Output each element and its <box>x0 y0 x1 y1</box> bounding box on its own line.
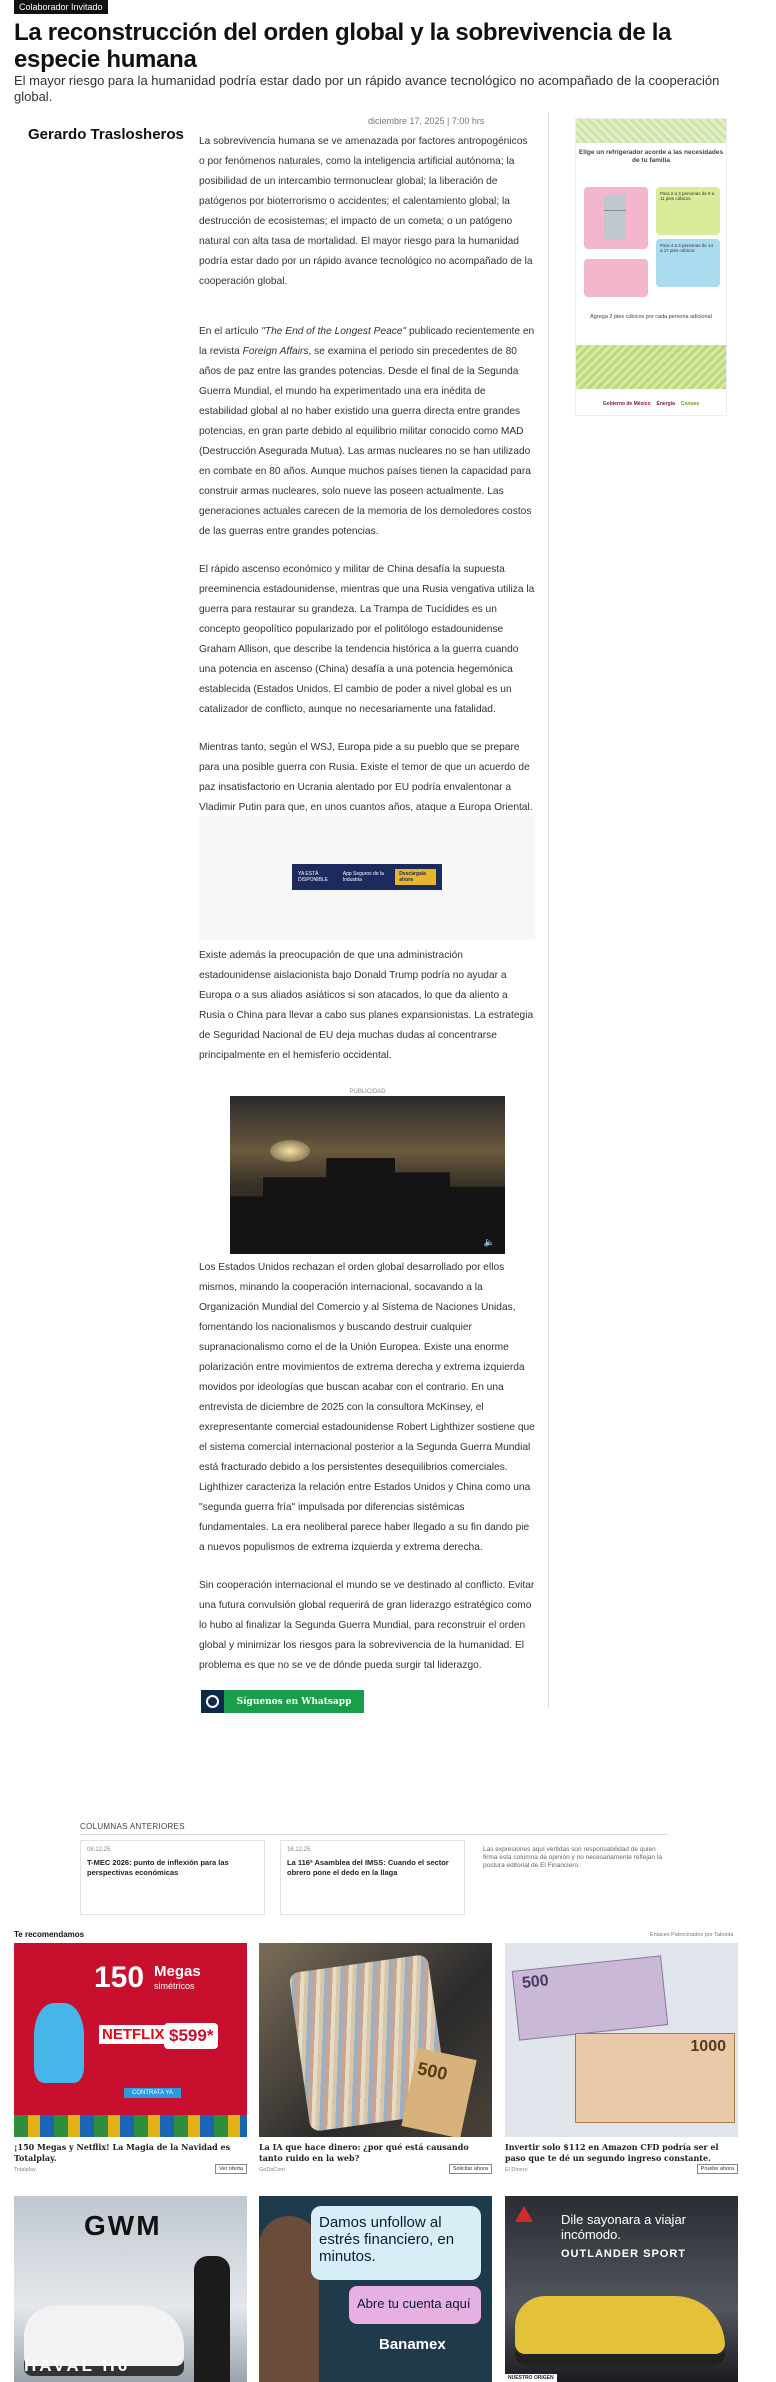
ad-pattern-top <box>576 119 726 143</box>
speaker-icon[interactable]: 🔈 <box>483 1237 495 1247</box>
card-button[interactable]: Solicitar ahora <box>449 2164 492 2174</box>
promo-cta: CONTRATA YA <box>124 2088 181 2098</box>
card-image[interactable] <box>259 1943 492 2137</box>
card-button[interactable]: Pruebe ahora <box>697 2164 738 2174</box>
video-ad-label: PUBLICIDAD <box>230 1088 505 1096</box>
page-title: La reconstrucción del orden global y la sobrevivencia de la especie humana <box>14 19 672 73</box>
person-image <box>259 2216 319 2382</box>
mascot-image <box>34 2003 84 2083</box>
video-sun <box>270 1140 310 1162</box>
card-title[interactable]: La IA que hace dinero: ¿por qué está causando tanto ruido en la web? <box>259 2142 469 2163</box>
recommended-card[interactable] <box>14 1943 247 2173</box>
card-image[interactable] <box>505 2196 738 2382</box>
card-button[interactable]: Ver oferta <box>215 2164 247 2174</box>
promo-price: $599* <box>164 2023 218 2049</box>
fridge-icon <box>604 195 626 239</box>
car-model: HAVAL H6 <box>24 2356 131 2375</box>
recommended-heading: Te recomendamos <box>14 1930 85 1939</box>
banknote-500: 500 <box>401 2048 476 2137</box>
inline-ad[interactable] <box>199 816 535 940</box>
paragraph-3: El rápido ascenso económico y militar de China desafía la supuesta preeminencia estadounidense, mientras que una Rusia vengativa utiliza la guerra para restaurar su grandeza. La Trampa de Tucídides es un concepto geopolítico popularizado por el politólogo estadounidense Graham Allison, que describe la tendencia histórica a la guerra cuando una potencia en ascenso (China) desafía a una potencia hegemónica establecida (Estados Unidos. El cambio de poder a nivel global es un catalizador de conflicto, aunque no necesariamente una fatalidad. <box>199 564 535 715</box>
card-title[interactable]: Invertir solo $112 en Amazon CFD podría ser el paso que te dé un segundo ingreso constante. <box>505 2142 719 2163</box>
paragraph-1: La sobrevivencia humana se ve amenazada por factores antropogénicos o por fenómenos naturales, como la inteligencia artificial autónoma; la posibilidad de un intercambio termonuclear global; la liberación de patógenos por bioterrorismo o accidentes; el calentamiento global; la destrucción de ecosistemas; el impacto de un cometa; o un patógeno natural con alta tasa de mortalidad. El mayor riesgo para la humanidad podría estar dado por un rápido avance tecnológico no acompañado de la cooperación global. <box>199 136 533 287</box>
banknote: 1000 <box>575 2033 735 2123</box>
promo-megas: Megas <box>154 1963 201 1980</box>
banknote: 500 <box>512 1955 668 2040</box>
netflix-logo: NETFLIX <box>99 2025 168 2044</box>
ad-headline: Dile sayonara a viajar incómodo. <box>561 2212 687 2242</box>
whatsapp-label: Síguenos en Whatsapp <box>236 1696 352 1707</box>
paragraph-4: Mientras tanto, según el WSJ, Europa pide a su pueblo que se prepare para una posible guerra con Rusia. Existe el temor de que un acuerdo de paz insatisfactorio en Ucrania alentado por EU podría envalentonar a Vladimir Putin para que, en unos cuantos años, ataque a Europa Oriental. <box>199 742 533 813</box>
video-player[interactable] <box>230 1088 505 1254</box>
ad-tag: NUESTRO ORIGEN <box>505 2374 557 2382</box>
previous-column-title[interactable]: T-MEC 2026: punto de inflexión para las perspectivas económicas <box>87 1858 229 1877</box>
paragraph-5: Existe además la preocupación de que una administración estadounidense aislacionista bajo Donald Trump podría no ayudar a Europa o a sus aliados asiáticos si son atacados, lo que da aliento a Rusia o China para llevar a cabo sus planes expansionistas. La estrategia de Seguridad Nacional de EU deja muchas dudas al concentrarse principalmente en el hemisferio occidental. <box>199 950 534 1061</box>
previous-column-title[interactable]: La 116ª Asamblea del IMSS: Cuando el sector obrero pone el dedo en la llaga <box>287 1858 449 1877</box>
article-body <box>199 132 535 836</box>
family-icon <box>584 259 648 297</box>
gifts-image <box>14 2115 247 2137</box>
publish-date: diciembre 17, 2025 | 7:00 hrs <box>368 116 485 126</box>
banamex-logo: Banamex <box>379 2336 446 2353</box>
recommended-card[interactable] <box>505 1943 738 2173</box>
card-source: Totalplay <box>14 2167 36 2173</box>
page-subtitle: El mayor riesgo para la humanidad podría estar dado por un rápido avance tecnológico no acompañado de la cooperación global. <box>14 73 720 104</box>
promo-sim: simétricos <box>154 1981 195 1991</box>
previous-columns-divider <box>80 1834 668 1835</box>
promo-number: 150 <box>94 1961 145 1994</box>
ad-bubble: Damos unfollow al estrés financiero, en minutos. <box>311 2206 481 2280</box>
ad-pattern-bottom <box>576 345 726 389</box>
ad-tile-small: Para 2 a 3 personas de 9 a 11 pies cúbicos <box>656 187 720 235</box>
author-name[interactable]: Gerardo Traslosheros <box>28 126 184 143</box>
card-image[interactable] <box>14 1943 247 2137</box>
card-image[interactable] <box>14 2196 247 2382</box>
car-image <box>515 2296 725 2366</box>
paragraph-2: En el artículo "The End of the Longest Peace" publicado recientemente en la revista Foreign Affairs, se examina el periodo sin precedentes de 80 años de paz entre las grandes potencias. Desde el final de la Segunda Guerra Mundial, el mundo ha experimentado una era inédita de estabilidad global al no haber existido una guerra directa entre grandes potencias, en gran parte debido al equilibrio militar conocido como MAD (Destrucción Asegurada Mutua). Las armas nucleares no se han utilizado en combate en 80 años. Aunque muchos países tienen la capacidad para construir armas nucleares, solo nueve las poseen actualmente. Las generaciones actuales carecen de la memoria de los demoledores costos de las guerras entre grandes potencias. <box>199 326 535 537</box>
card-title[interactable]: ¡150 Megas y Netflix! La Magia de la Navidad es Totalplay. <box>14 2142 231 2163</box>
previous-column-date: 16.12.25 <box>287 1847 311 1853</box>
gwm-logo: GWM <box>84 2210 162 2241</box>
ad-headline: Elige un refrigerador acorde a las necesidades de tu familia <box>578 149 724 164</box>
ad-note: Agrega 2 pies cúbicos por cada persona adicional <box>590 314 712 320</box>
car-model: OUTLANDER SPORT <box>561 2248 686 2260</box>
previous-column-date: 08.12.25 <box>87 1847 111 1853</box>
section-badge: Colaborador Invitado <box>14 0 108 14</box>
fridge-tile <box>584 187 648 249</box>
person-image <box>194 2256 230 2382</box>
ad-banner[interactable]: YA ESTÁ DISPONIBLE App Seguros de la Industria Descárgala ahora <box>292 864 442 890</box>
mitsubishi-logo-icon <box>515 2206 533 2222</box>
paragraph-7: Sin cooperación internacional el mundo se ve destinado al conflicto. Evitar una futura convulsión global requerirá de gran liderazgo estratégico como lo hubo al finalizar la Segunda Guerra Mundial, para reconstruir el orden global y minimizar los riesgos para la sobrevivencia de la humanidad. El problema es que no se ve de dónde pueda surgir tal liderazgo. <box>199 1580 535 1671</box>
card-source: GoDaCom <box>259 2167 285 2173</box>
card-image[interactable] <box>505 1943 738 2137</box>
previous-columns-heading: COLUMNAS ANTERIORES <box>80 1822 185 1831</box>
card-image[interactable] <box>259 2196 492 2382</box>
sidebar-ad[interactable] <box>575 118 727 416</box>
recommended-card[interactable] <box>505 2196 738 2382</box>
recommended-card[interactable] <box>259 1943 492 2173</box>
paragraph-6: Los Estados Unidos rechazan el orden global desarrollado por ellos mismos, minando la cooperación internacional, socavando a la Organización Mundial del Comercio y al Sistema de Naciones Unidas, fomentando los nacionalismos y buscando destruir cualquier supranacionalismo como el de la Unión Europea. Existe una enorme polarización entre movimientos de extrema derecha y extrema izquierda movidos por ideologías que buscan acabar con el contrario. En una entrevista de diciembre de 2025 con la consultora McKinsey, el exrepresentante comercial estadounidense Robert Lighthizer sostiene que el sistema comercial internacional posterior a la Segunda Guerra Mundial está fracturado debido a los persistentes desequilibrios comerciales. Lighthizer caracteriza la relación entre Estados Unidos y China como una "segunda guerra fría" impulsada por diferencias sistémicas fundamentales. La era neoliberal parece haber llegado a su fin dando pie a nuevos populismos de extrema izquierda y extrema derecha. <box>199 1262 535 1553</box>
card-source: El Dinero <box>505 2167 528 2173</box>
recommended-card[interactable] <box>259 2196 492 2382</box>
ad-tile-large: Para 4 a 5 personas de 14 a 17 pies cúbicos <box>656 239 720 287</box>
previous-column-card[interactable] <box>280 1840 465 1915</box>
article-body-continued <box>199 946 535 1084</box>
whatsapp-follow-button[interactable] <box>201 1690 364 1713</box>
whatsapp-icon <box>201 1690 224 1713</box>
previous-column-card[interactable] <box>80 1840 265 1915</box>
disclaimer: Las expresiones aquí vertidas son responsabilidad de quien firma esta columna de opinión y no necesariamente reflejan la postura editorial de El Financiero. <box>483 1846 662 1869</box>
recommended-card[interactable] <box>14 2196 247 2382</box>
ad-cta: Abre tu cuenta aquí <box>349 2286 481 2324</box>
article-body-end <box>199 1258 535 1694</box>
sponsor-label[interactable]: Enlaces Patrocinados por Taboola <box>650 1932 734 1938</box>
column-divider <box>548 112 549 1708</box>
ad-logos: Gobierno de México Energía Conuee <box>602 401 700 407</box>
